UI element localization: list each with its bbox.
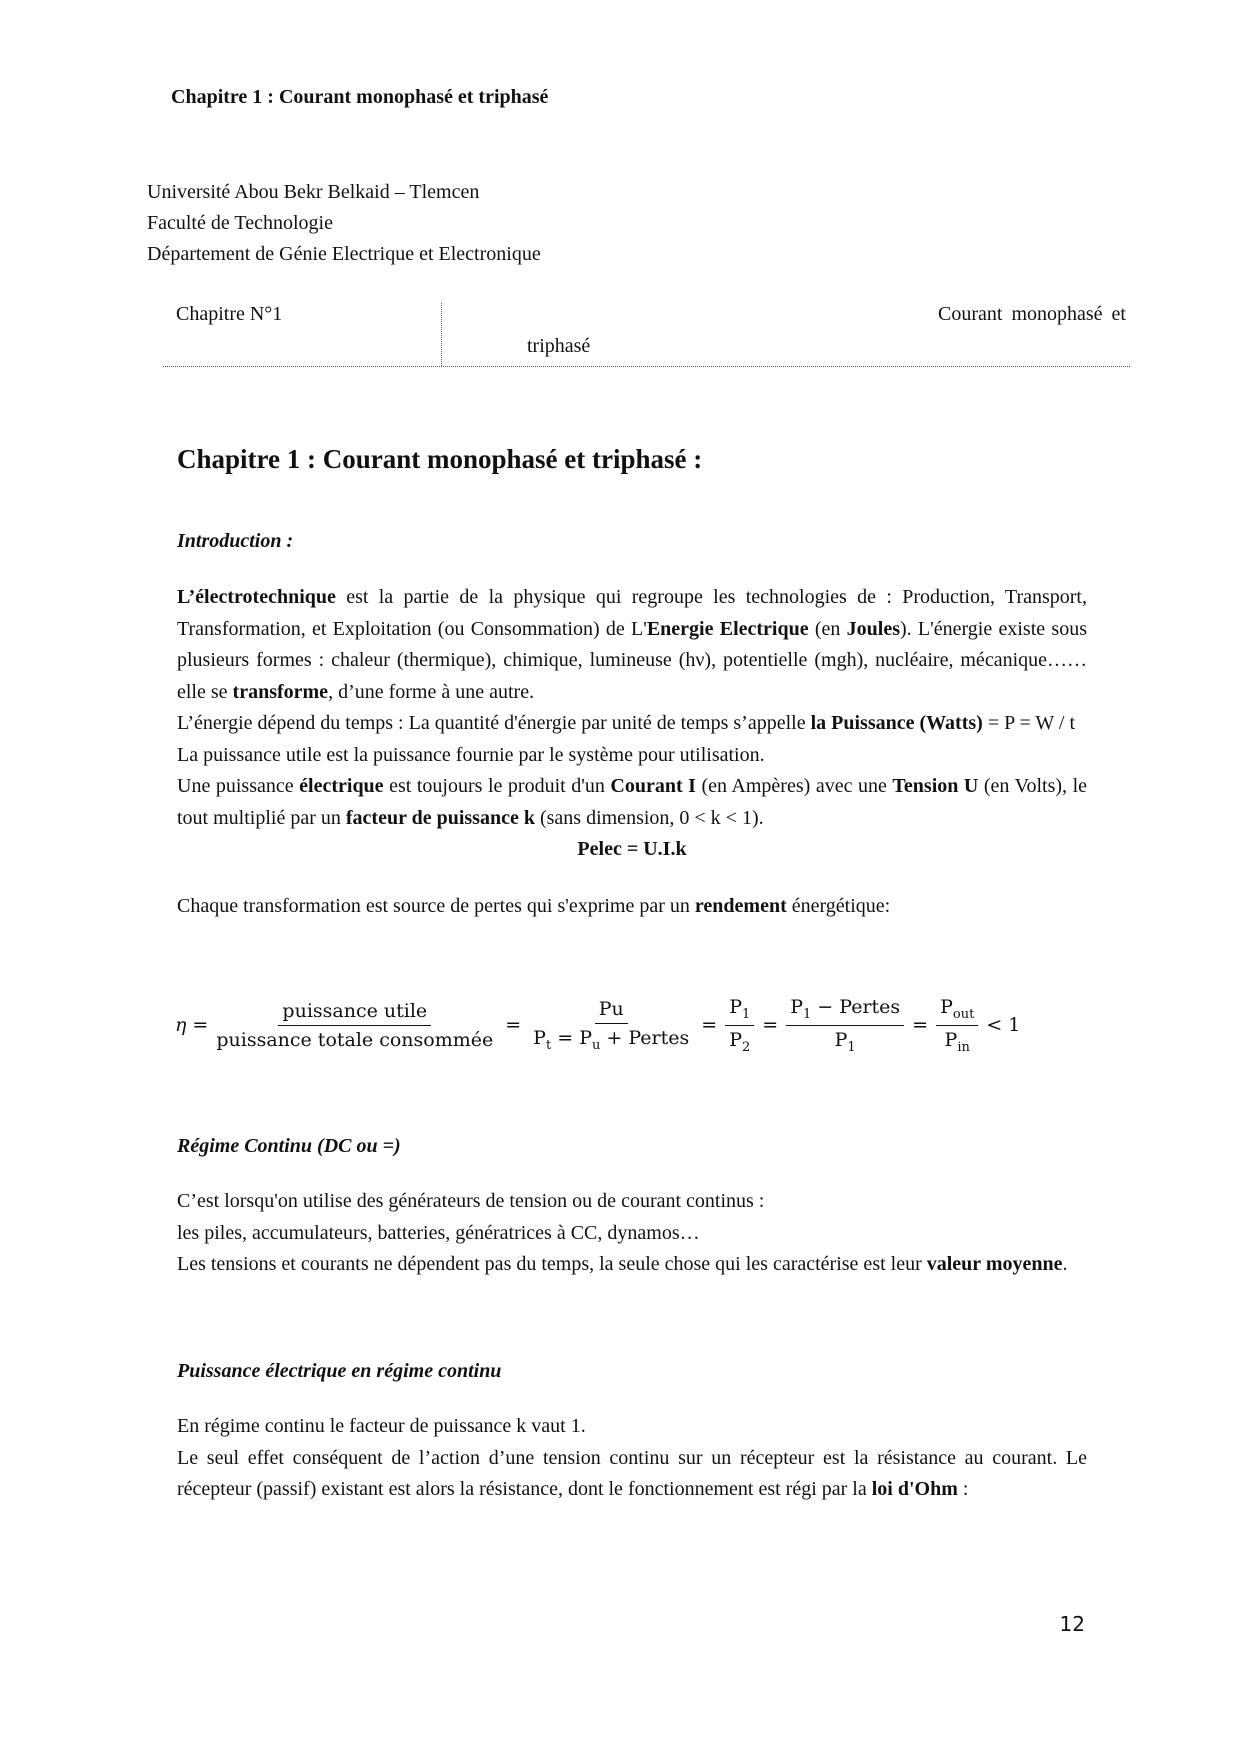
term-courant: Courant I [610, 775, 696, 797]
eta-symbol: η = [175, 1014, 209, 1036]
text: (en Volts), le tout multiplié par un [177, 775, 1087, 829]
term-energie-electrique: Energie Electrique [646, 617, 809, 640]
term-valeur-moyenne: valeur moyenne [926, 1253, 1063, 1275]
dc-line-2: les piles, accumulateurs, batteries, génératrices à CC, dynamos… [177, 1221, 700, 1244]
fraction-2 [529, 998, 693, 1053]
intro-paragraph-2 [177, 708, 1087, 740]
term-tension: Tension U [892, 775, 979, 797]
equals-sign: = [701, 1014, 718, 1036]
intro-paragraph-3: La puissance utile est la puissance fournie par le système pour utilisation. [177, 743, 765, 766]
running-header: Chapitre 1 : Courant monophasé et triphasé [171, 86, 549, 108]
term-facteur-puissance: facteur de puissance k [345, 806, 535, 829]
denominator [529, 1024, 693, 1053]
page-number: 12 [1059, 1612, 1085, 1636]
subscript: in [957, 1039, 970, 1055]
subscript: out [952, 1006, 975, 1022]
dc-heading: Régime Continu (DC ou =) [177, 1135, 401, 1157]
text: est toujours le produit d'un [383, 775, 611, 797]
power-formula [177, 834, 1087, 866]
text: Le seul effet conséquent de l’action d’une tension continu sur un récepteur est la résistance au courant. Le récepteur (passif) existant est alors la résistance, dont le fonctionnement est régi par la [177, 1446, 1087, 1500]
header-chapter-title-line2: triphasé [527, 335, 591, 357]
faculty-name: Faculté de Technologie [147, 212, 333, 234]
text: : [957, 1478, 969, 1500]
institution-block [147, 177, 541, 270]
university-name: Université Abou Bekr Belkaid – Tlemcen [147, 181, 480, 203]
text: Les tensions et courants ne dépendent pas du temps, la seule chose qui les caractérise est leur [177, 1253, 927, 1275]
intro-heading: Introduction : [177, 530, 294, 552]
dc-line-1: C’est lorsqu'on utilise des générateurs de tension ou de courant continus : [177, 1190, 765, 1212]
denominator [725, 1026, 754, 1055]
text: , d’une forme à une autre. [328, 680, 535, 703]
text: P [940, 995, 953, 1018]
dc-power-line-2 [177, 1443, 1087, 1506]
text: P [729, 995, 742, 1018]
less-than-one: < 1 [986, 1014, 1021, 1036]
intro-paragraph-1 [177, 582, 1087, 708]
text: = P [551, 1026, 592, 1049]
numerator [936, 996, 978, 1026]
dc-body [177, 1186, 1087, 1281]
fraction-4 [786, 996, 904, 1055]
term-loi-ohm: loi d'Ohm [871, 1478, 958, 1500]
term-transforme: transforme [232, 680, 329, 703]
efficiency-equation [175, 990, 1024, 1060]
intro-paragraph-5 [177, 891, 1087, 923]
fraction-5 [936, 996, 978, 1055]
header-chapter-title-line1: Courant monophasé et [938, 303, 1126, 325]
equals-sign: = [505, 1014, 522, 1036]
dc-power-line-1: En régime continu le facteur de puissance k vaut 1. [177, 1415, 586, 1437]
text: (sans dimension, 0 < k < 1). [534, 806, 764, 829]
intro-body [177, 582, 1087, 922]
denominator: puissance totale consommée [216, 1028, 494, 1051]
text: (en [808, 617, 847, 640]
text: L’énergie dépend du temps : La quantité d'énergie par unité de temps s’appelle [177, 712, 811, 734]
subscript: 1 [741, 1006, 751, 1022]
term-electrotechnique: L’électrotechnique [177, 586, 336, 608]
formula-text: Pelec = U.I.k [577, 838, 687, 860]
header-table [163, 303, 1130, 367]
subscript: 1 [847, 1039, 856, 1055]
subscript: u [592, 1037, 601, 1053]
text: . [1062, 1253, 1068, 1275]
equals-sign: = [912, 1014, 929, 1036]
text: P [944, 1028, 958, 1051]
text: ). L'énergie existe sous plusieurs formes : chaleur (thermique), chimique, lumineuse (hν), potentielle (mgh), nucléaire, mécanique…… elle se [177, 617, 1087, 703]
fraction-1 [212, 1000, 497, 1051]
header-chapter-number: Chapitre N°1 [176, 303, 283, 325]
text: énergétique: [786, 894, 891, 917]
numerator: Pu [595, 998, 628, 1024]
term-electrique: électrique [299, 775, 384, 797]
dc-power-heading: Puissance électrique en régime continu [177, 1360, 502, 1382]
text: est la partie de la physique qui regroupe les technologies de : Production, Transport, Transformation, et Exploitation (ou Consommation) de L' [177, 586, 1087, 640]
numerator: puissance utile [278, 1000, 431, 1026]
chapter-title: Chapitre 1 : Courant monophasé et triphasé : [177, 444, 703, 474]
fraction-3 [725, 996, 754, 1055]
term-joules: Joules [846, 617, 901, 640]
text: P [834, 1028, 848, 1051]
text: P [729, 1028, 742, 1051]
dc-line-3 [177, 1249, 1087, 1281]
text: = P = W / t [982, 712, 1076, 734]
denominator [941, 1026, 974, 1055]
intro-paragraph-4 [177, 771, 1087, 834]
text: (en Ampères) avec une [695, 775, 893, 797]
text: P [790, 995, 803, 1018]
text: Une puissance [177, 775, 300, 797]
subscript: 2 [741, 1039, 751, 1055]
department-name: Département de Génie Electrique et Electronique [147, 243, 541, 265]
text: P [533, 1026, 546, 1049]
subscript: t [545, 1037, 552, 1053]
subscript: 1 [802, 1006, 812, 1022]
term-rendement: rendement [694, 894, 787, 917]
numerator [786, 996, 904, 1026]
text: Chaque transformation est source de pertes qui s'exprime par un [177, 894, 695, 917]
dc-power-body [177, 1411, 1087, 1506]
text: − Pertes [811, 995, 901, 1018]
term-puissance: la Puissance (Watts) [810, 712, 983, 734]
numerator [725, 996, 754, 1026]
equals-sign: = [762, 1014, 779, 1036]
text: + Pertes [600, 1026, 690, 1049]
denominator [831, 1026, 860, 1055]
header-divider [441, 303, 442, 366]
